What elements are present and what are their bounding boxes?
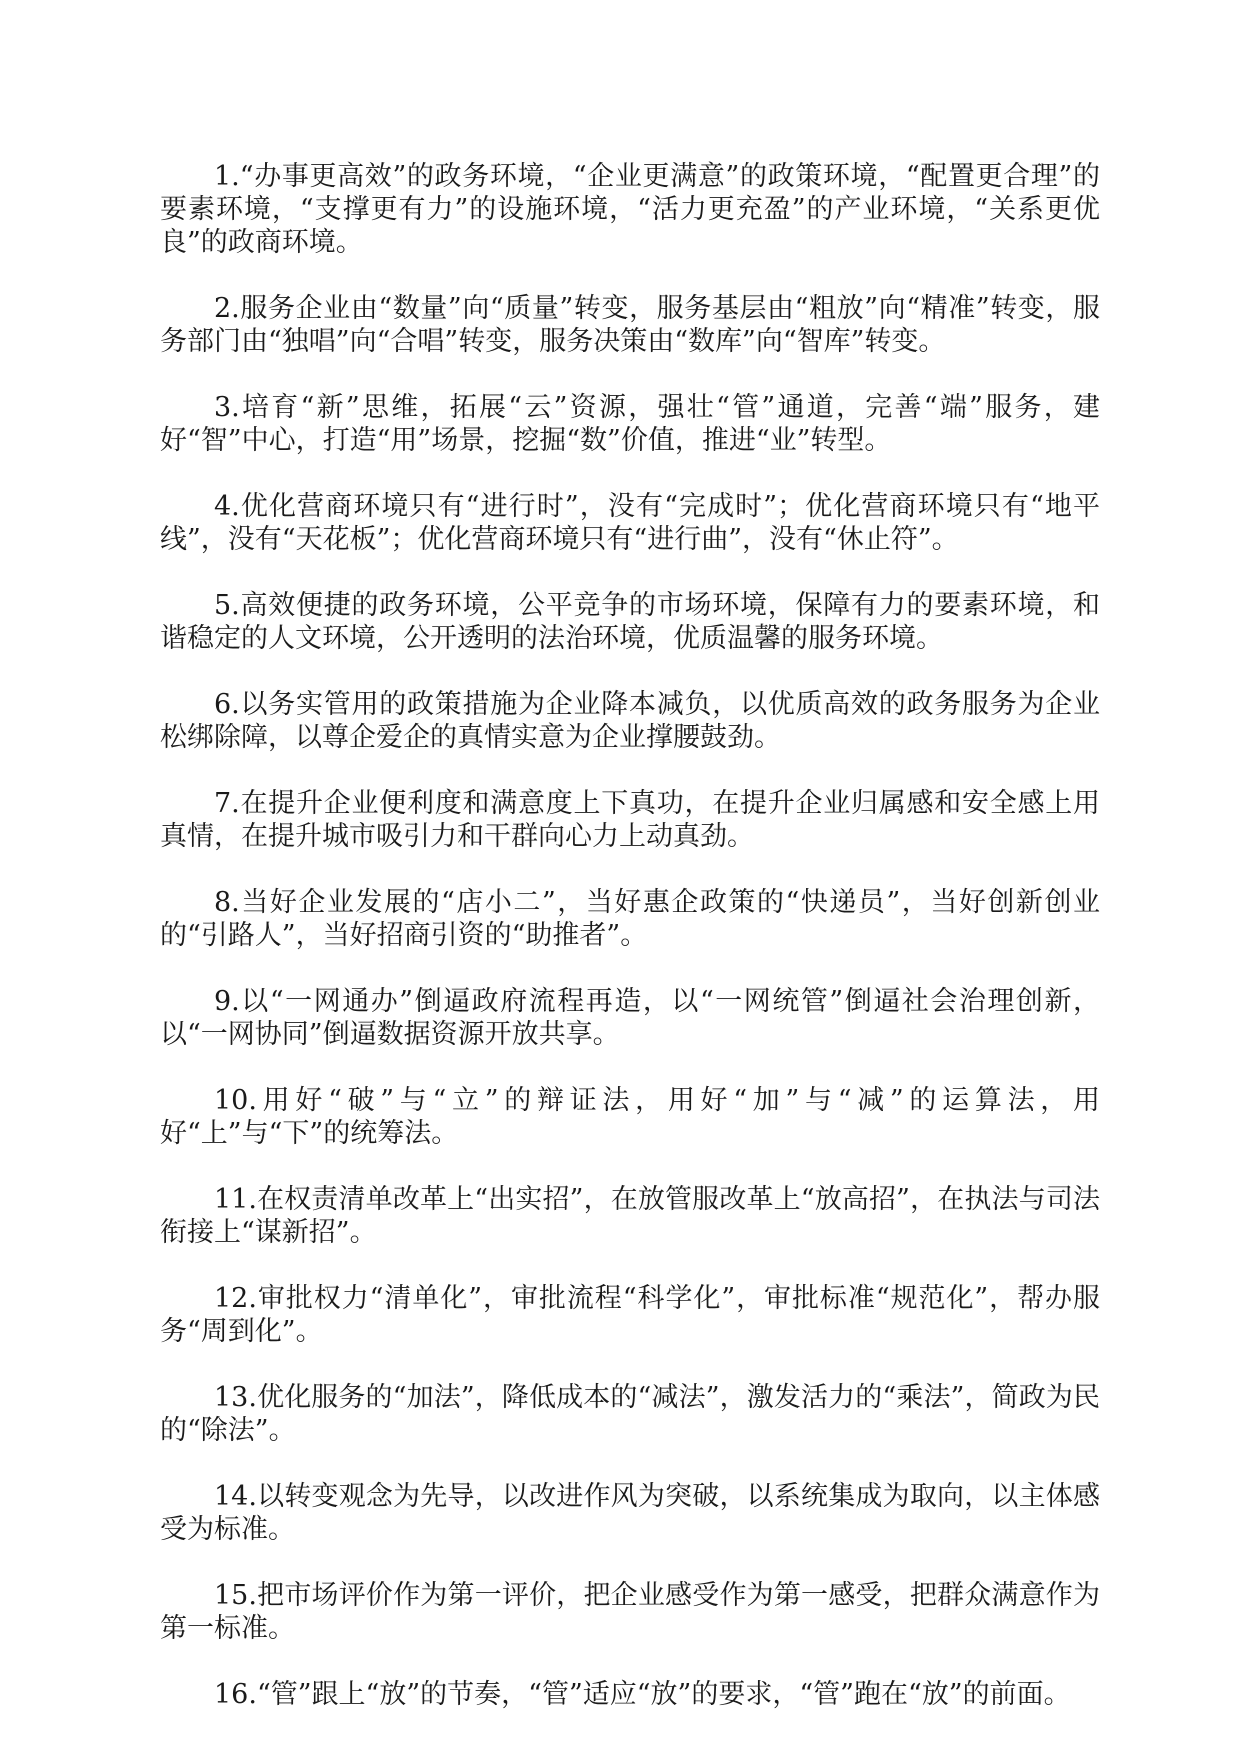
paragraph-4: 4.优化营商环境只有“进行时”，没有“完成时”；优化营商环境只有“地平线”，没有“天花板”；优化营商环境只有“进行曲”，没有“休止符”。 — [160, 491, 1100, 555]
paragraph-8: 8.当好企业发展的“店小二”，当好惠企政策的“快递员”，当好创新创业的“引路人”，当好招商引资的“助推者”。 — [160, 887, 1100, 951]
paragraph-9: 9.以“一网通办”倒逼政府流程再造，以“一网统管”倒逼社会治理创新，以“一网协同”倒逼数据资源开放共享。 — [160, 986, 1100, 1050]
document-body — [160, 160, 1100, 1744]
paragraph-3: 3.培育“新”思维，拓展“云”资源，强壮“管”通道，完善“端”服务，建好“智”中心，打造“用”场景，挖掘“数”价值，推进“业”转型。 — [160, 392, 1100, 456]
paragraph-11: 11.在权责清单改革上“出实招”，在放管服改革上“放高招”，在执法与司法衔接上“谋新招”。 — [160, 1184, 1100, 1248]
paragraph-12: 12.审批权力“清单化”，审批流程“科学化”，审批标准“规范化”，帮办服务“周到化”。 — [160, 1283, 1100, 1347]
paragraph-15: 15.把市场评价作为第一评价，把企业感受作为第一感受，把群众满意作为第一标准。 — [160, 1580, 1100, 1644]
paragraph-16: 16.“管”跟上“放”的节奏，“管”适应“放”的要求，“管”跑在“放”的前面。 — [214, 1679, 1071, 1710]
paragraph-2: 2.服务企业由“数量”向“质量”转变，服务基层由“粗放”向“精准”转变，服务部门由“独唱”向“合唱”转变，服务决策由“数库”向“智库”转变。 — [160, 293, 1100, 357]
paragraph-13: 13.优化服务的“加法”，降低成本的“减法”，激发活力的“乘法”，简政为民的“除法”。 — [160, 1382, 1100, 1446]
paragraph-5: 5.高效便捷的政务环境，公平竞争的市场环境，保障有力的要素环境，和谐稳定的人文环境，公开透明的法治环境，优质温馨的服务环境。 — [160, 590, 1100, 654]
paragraph-6: 6.以务实管用的政策措施为企业降本减负，以优质高效的政务服务为企业松绑除障，以尊企爱企的真情实意为企业撑腰鼓劲。 — [160, 689, 1100, 753]
paragraph-7: 7.在提升企业便利度和满意度上下真功，在提升企业归属感和安全感上用真情，在提升城市吸引力和干群向心力上动真劲。 — [160, 788, 1100, 852]
paragraph-1: 1.“办事更高效”的政务环境，“企业更满意”的政策环境，“配置更合理”的要素环境，“支撑更有力”的设施环境，“活力更充盈”的产业环境，“关系更优良”的政商环境。 — [160, 161, 1100, 258]
paragraph-14: 14.以转变观念为先导，以改进作风为突破，以系统集成为取向，以主体感受为标准。 — [160, 1481, 1100, 1545]
paragraph-10: 10.用好“破”与“立”的辩证法，用好“加”与“减”的运算法，用好“上”与“下”的统筹法。 — [160, 1085, 1100, 1149]
